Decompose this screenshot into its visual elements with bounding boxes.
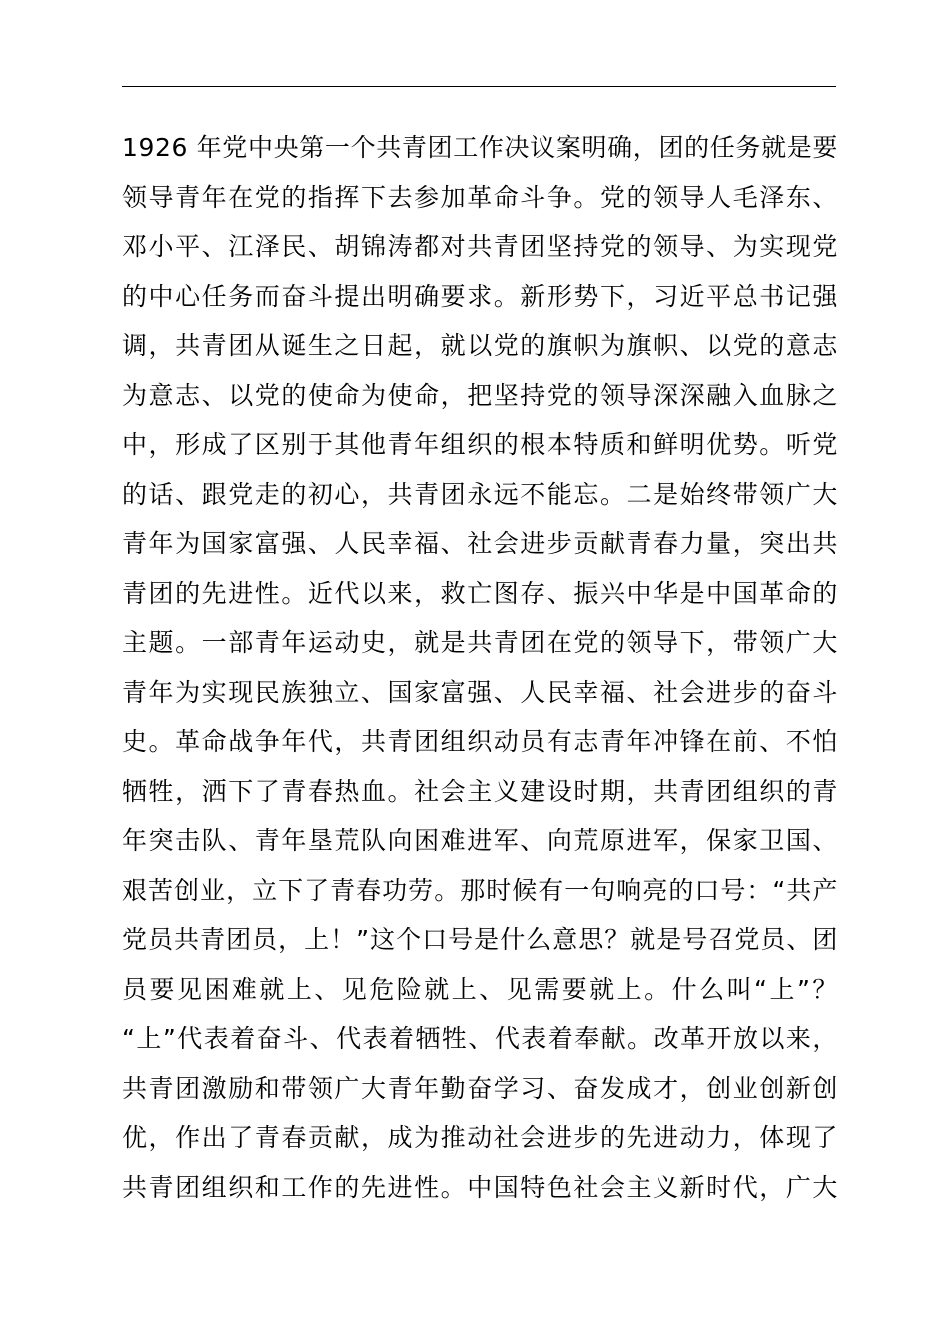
text-line: 主题。一部青年运动史，就是共青团在党的领导下，带领广大 [122,628,838,657]
text-line: “上”代表着奋斗、代表着牺牲、代表着奉献。改革开放以来， [122,1024,838,1053]
text-line: 共青团组织和工作的先进性。中国特色社会主义新时代，广大 [122,1172,838,1202]
text-line: 邓小平、江泽民、胡锦涛都对共青团坚持党的领导、为实现党 [122,232,838,261]
text-line: 共青团激励和带领广大青年勤奋学习、奋发成才，创业创新创 [122,1073,838,1103]
text-line: 中，形成了区别于其他青年组织的根本特质和鲜明优势。听党 [122,430,838,459]
text-line: 青团的先进性。近代以来，救亡图存、振兴中华是中国革命的 [122,578,838,608]
text-line: 领导青年在党的指挥下去参加革命斗争。党的领导人毛泽东、 [122,182,838,212]
text-line: 优，作出了青春贡献，成为推动社会进步的先进动力，体现了 [122,1123,838,1152]
text-line: 青年为实现民族独立、国家富强、人民幸福、社会进步的奋斗 [122,677,838,707]
text-line: 员要见困难就上、见危险就上、见需要就上。什么叫“上”？ [122,974,838,1004]
text-line: 牺牲，洒下了青春热血。社会主义建设时期，共青团组织的青 [122,776,838,806]
text-line: 的中心任务而奋斗提出明确要求。新形势下，习近平总书记强 [122,281,838,311]
header-rule [122,86,836,87]
body-paragraph [122,123,838,1212]
text-line: 1926 年党中央第一个共青团工作决议案明确，团的任务就是要 [122,133,838,162]
text-line: 为意志、以党的使命为使命，把坚持党的领导深深融入血脉之 [122,380,838,410]
text-line: 艰苦创业，立下了青春功劳。那时候有一句响亮的口号：“共产 [122,875,838,905]
text-line: 史。革命战争年代，共青团组织动员有志青年冲锋在前、不怕 [122,727,838,756]
text-line: 青年为国家富强、人民幸福、社会进步贡献青春力量，突出共 [122,529,838,558]
text-line: 的话、跟党走的初心，共青团永远不能忘。二是始终带领广大 [122,479,838,509]
text-line: 年突击队、青年垦荒队向困难进军、向荒原进军，保家卫国、 [122,826,838,855]
text-line: 党员共青团员，上！”这个口号是什么意思？就是号召党员、团 [122,925,838,954]
text-line: 调，共青团从诞生之日起，就以党的旗帜为旗帜、以党的意志 [122,331,838,360]
